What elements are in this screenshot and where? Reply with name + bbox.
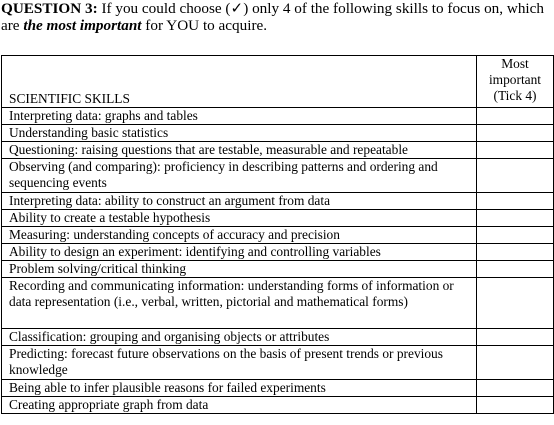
tick-cell[interactable]	[477, 142, 554, 159]
column-header-skills: SCIENTIFIC SKILLS	[2, 56, 477, 108]
question-text-part1: If you could choose (✓) only 4 of the following skills to focus on, which are	[1, 0, 544, 34]
tick-header-line1: Most	[501, 56, 529, 71]
table-row	[2, 261, 554, 278]
table-row	[2, 278, 554, 329]
tick-cell[interactable]	[477, 159, 554, 193]
table-row	[2, 329, 554, 346]
skill-label: Interpreting data: ability to construct an argument from data	[2, 193, 477, 210]
tick-cell[interactable]	[477, 380, 554, 397]
tick-cell[interactable]	[477, 125, 554, 142]
question-text-part2: for YOU to acquire.	[141, 17, 268, 34]
table-row	[2, 159, 554, 193]
table-row	[2, 227, 554, 244]
skill-label: Measuring: understanding concepts of accuracy and precision	[2, 227, 477, 244]
skill-label: Problem solving/critical thinking	[2, 261, 477, 278]
question-prompt	[1, 0, 554, 34]
skill-label: Questioning: raising questions that are testable, measurable and repeatable	[2, 142, 477, 159]
tick-cell[interactable]	[477, 227, 554, 244]
skill-label: Observing (and comparing): proficiency in describing patterns and ordering and sequencing events	[2, 159, 477, 193]
tick-cell[interactable]	[477, 329, 554, 346]
table-row	[2, 210, 554, 227]
tick-header-line2: important	[488, 72, 542, 87]
table-row	[2, 380, 554, 397]
skill-label: Being able to infer plausible reasons for failed experiments	[2, 380, 477, 397]
skill-label: Ability to design an experiment: identifying and controlling variables	[2, 244, 477, 261]
table-row	[2, 397, 554, 414]
tick-cell[interactable]	[477, 193, 554, 210]
tick-header-line3: (Tick 4)	[493, 88, 537, 103]
table-row	[2, 244, 554, 261]
table-row	[2, 142, 554, 159]
question-emphasis: the most important	[23, 17, 142, 34]
table-row	[2, 193, 554, 210]
tick-cell[interactable]	[477, 261, 554, 278]
skill-label: Ability to create a testable hypothesis	[2, 210, 477, 227]
column-header-most-important	[477, 56, 554, 108]
skill-label: Understanding basic statistics	[2, 125, 477, 142]
skill-label: Recording and communicating information: understanding forms of information or data representation (i.e., verbal, written, pictorial and mathematical forms)	[2, 278, 477, 329]
tick-cell[interactable]	[477, 278, 554, 329]
tick-cell[interactable]	[477, 108, 554, 125]
skill-label: Predicting: forecast future observations on the basis of present trends or previous knowledge	[2, 346, 477, 380]
skill-label: Classification: grouping and organising objects or attributes	[2, 329, 477, 346]
tick-cell[interactable]	[477, 210, 554, 227]
skills-table	[1, 55, 554, 414]
skill-label: Interpreting data: graphs and tables	[2, 108, 477, 125]
skill-label: Creating appropriate graph from data	[2, 397, 477, 414]
table-header-row	[2, 56, 554, 108]
tick-cell[interactable]	[477, 244, 554, 261]
table-row	[2, 125, 554, 142]
table-row	[2, 346, 554, 380]
table-row	[2, 108, 554, 125]
tick-cell[interactable]	[477, 346, 554, 380]
tick-cell[interactable]	[477, 397, 554, 414]
question-number: QUESTION 3:	[1, 0, 98, 17]
